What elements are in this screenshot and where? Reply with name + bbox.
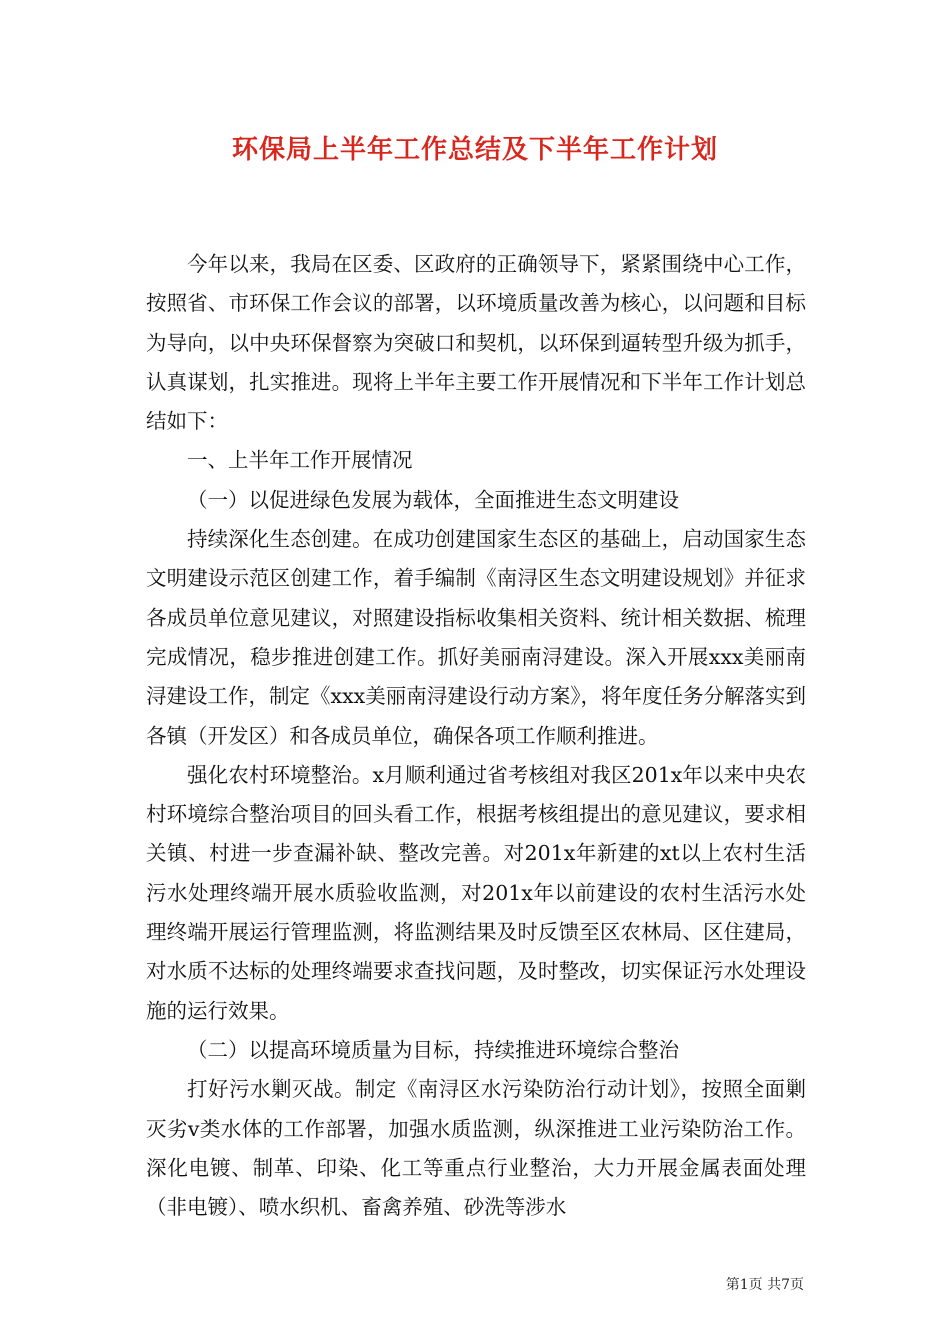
body-paragraph-rural: 强化农村环境整治。x月顺利通过省考核组对我区201x年以来中央农村环境综合整治项目的回头看工作，根据考核组提出的意见建议，要求相关镇、村进一步查漏补缺、整改完善。对201x年新建的xt以上农村生活污水处理终端开展水质验收监测，对201x年以前建设的农村生活污水处理终端开展运行管理监测，将监测结果及时反馈至区农林局、区住建局，对水质不达标的处理终端要求查找问题，及时整改，切实保证污水处理设施的运行效果。 — [146, 762, 806, 1023]
body-paragraph-water: 打好污水剿灭战。制定《南浔区水污染防治行动计划》，按照全面剿灭劣v类水体的工作部署，加强水质监测，纵深推进工业污染防治工作。深化电镀、制革、印染、化工等重点行业整治，大力开展金属表面处理（非电镀）、喷水织机、畜禽养殖、砂洗等涉水 — [146, 1077, 806, 1220]
body-paragraph-eco: 持续深化生态创建。在成功创建国家生态区的基础上，启动国家生态文明建设示范区创建工作，着手编制《南浔区生态文明建设规划》并征求各成员单位意见建议，对照建设指标收集相关资料、统计相关数据、梳理完成情况，稳步推进创建工作。抓好美丽南浔建设。深入开展xxx美丽南浔建设工作，制定《xxx美丽南浔建设行动方案》，将年度任务分解落实到各镇（开发区）和各成员单位，确保各项工作顺利推进。 — [146, 527, 806, 748]
subsection-heading-1: （一）以促进绿色发展为载体，全面推进生态文明建设 — [187, 487, 679, 512]
subsection-heading-2: （二）以提高环境质量为目标，持续推进环境综合整治 — [187, 1037, 679, 1062]
document-body — [146, 245, 806, 1227]
intro-paragraph: 今年以来，我局在区委、区政府的正确领导下，紧紧围绕中心工作，按照省、市环保工作会议的部署，以环境质量改善为核心，以问题和目标为导向，以中央环保督察为突破口和契机，以环保到逼转型升级为抓手，认真谋划，扎实推进。现将上半年主要工作开展情况和下半年工作计划总结如下： — [146, 252, 806, 434]
document-title: 环保局上半年工作总结及下半年工作计划 — [231, 135, 718, 165]
section-heading-1: 一、上半年工作开展情况 — [187, 448, 413, 473]
page-number-footer: 第1页 共7页 — [725, 1277, 804, 1293]
